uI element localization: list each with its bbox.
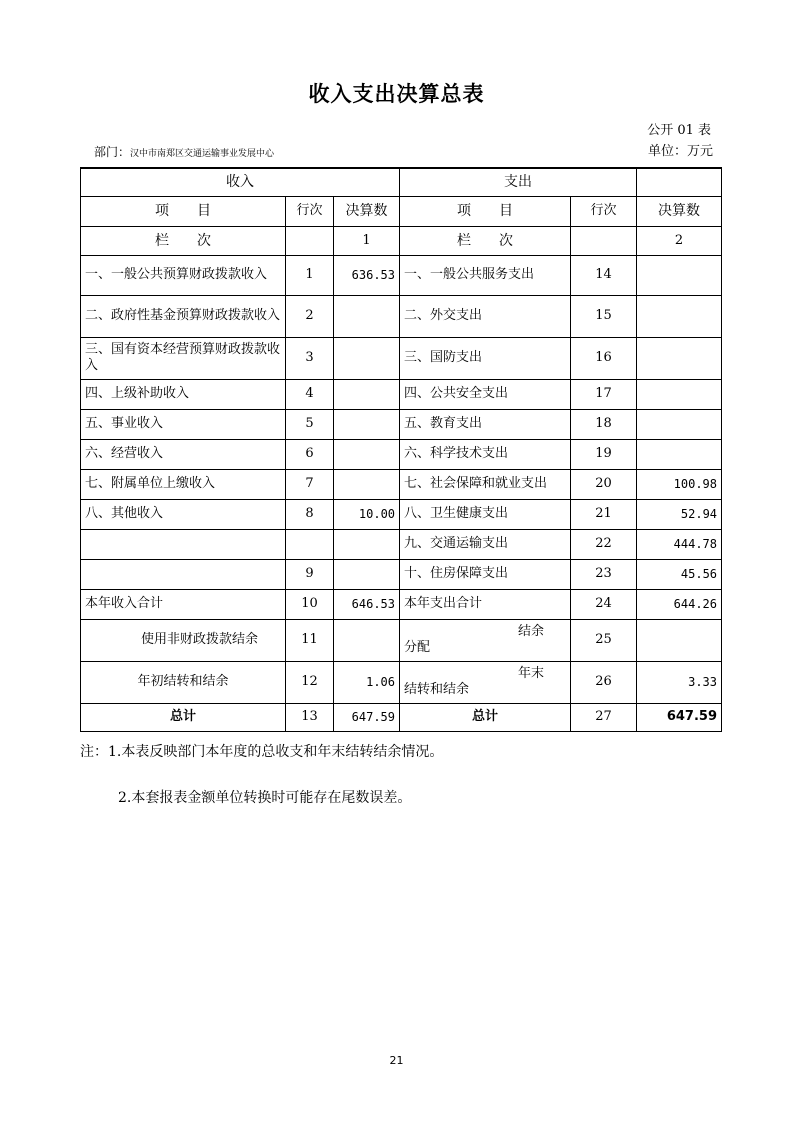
table-row: [81, 295, 722, 337]
expense-item: 八、卫生健康支出: [400, 499, 571, 529]
expense-row-no: 15: [571, 295, 637, 337]
expense-subtotal-label: 本年支出合计: [400, 589, 571, 619]
expense-col-index-label: 栏 次: [400, 226, 571, 255]
expense-amount: 52.94: [637, 499, 722, 529]
total-row: [81, 703, 722, 731]
income-amount: 10.00: [334, 499, 400, 529]
expense-amount: 45.56: [637, 559, 722, 589]
expense-item: 九、交通运输支出: [400, 529, 571, 559]
income-item: 六、经营收入: [81, 439, 286, 469]
income-row-no: 11: [286, 619, 334, 661]
expense-amount: [637, 337, 722, 379]
income-item: 使用非财政拨款结余: [81, 619, 286, 661]
table-row: [81, 499, 722, 529]
income-amount: 1.06: [334, 661, 400, 703]
empty-header-cell: [637, 168, 722, 196]
expense-item: 结余 分配: [400, 619, 571, 661]
income-row-no: 1: [286, 255, 334, 295]
expense-row-no: 19: [571, 439, 637, 469]
empty-cell: [571, 226, 637, 255]
expense-group-header: 支出: [400, 168, 637, 196]
expense-amount: [637, 409, 722, 439]
department-line: [94, 143, 274, 160]
expense-row-no: 25: [571, 619, 637, 661]
expense-item: 七、社会保障和就业支出: [400, 469, 571, 499]
income-item: 年初结转和结余: [81, 661, 286, 703]
notes: [80, 743, 443, 807]
income-row-no: 2: [286, 295, 334, 337]
income-row-no-header: 行次: [286, 196, 334, 226]
expense-amount: [637, 255, 722, 295]
page-number: 21: [389, 1054, 404, 1067]
expense-item: 二、外交支出: [400, 295, 571, 337]
table-row: [81, 409, 722, 439]
expense-row-no: 27: [571, 703, 637, 731]
expense-item: 三、国防支出: [400, 337, 571, 379]
subtotal-row: [81, 589, 722, 619]
expense-amount-header: 决算数: [637, 196, 722, 226]
expense-item: 六、科学技术支出: [400, 439, 571, 469]
expense-row-no: 20: [571, 469, 637, 499]
income-total-label: 总计: [81, 703, 286, 731]
expense-amount: 100.98: [637, 469, 722, 499]
table-row: [81, 337, 722, 379]
income-amount: [334, 469, 400, 499]
income-row-no: 8: [286, 499, 334, 529]
income-col-index: 1: [334, 226, 400, 255]
income-item: 五、事业收入: [81, 409, 286, 439]
income-item: 八、其他收入: [81, 499, 286, 529]
income-row-no: 12: [286, 661, 334, 703]
income-row-no: 3: [286, 337, 334, 379]
income-row-no: 7: [286, 469, 334, 499]
expense-item: 十、住房保障支出: [400, 559, 571, 589]
income-item: 二、政府性基金预算财政拨款收入: [81, 295, 286, 337]
income-amount: [334, 559, 400, 589]
expense-row-no: 14: [571, 255, 637, 295]
expense-row-no: 17: [571, 379, 637, 409]
table-row: [81, 379, 722, 409]
income-amount: 636.53: [334, 255, 400, 295]
income-row-no: 4: [286, 379, 334, 409]
expense-row-no: 22: [571, 529, 637, 559]
income-amount: [334, 409, 400, 439]
income-amount: [334, 337, 400, 379]
expense-item-header: 项 目: [400, 196, 571, 226]
income-row-no: 13: [286, 703, 334, 731]
expense-total-amount: 647.59: [637, 703, 722, 731]
note-2: 2.本套报表金额单位转换时可能存在尾数误差。: [118, 790, 412, 806]
expense-row-no: 21: [571, 499, 637, 529]
income-amount-header: 决算数: [334, 196, 400, 226]
note-1: 注：1.本表反映部门本年度的总收支和年末结转结余情况。: [80, 744, 444, 760]
income-group-header: 收入: [81, 168, 400, 196]
expense-amount: [637, 379, 722, 409]
expense-item: 年末 结转和结余: [400, 661, 571, 703]
expense-row-no: 24: [571, 589, 637, 619]
income-item: 一、一般公共预算财政拨款收入: [81, 255, 286, 295]
department-value: 汉中市南郑区交通运输事业发展中心: [130, 149, 275, 159]
income-item: 三、国有资本经营预算财政拨款收入: [81, 337, 286, 379]
income-amount: [334, 295, 400, 337]
expense-row-no: 26: [571, 661, 637, 703]
income-item: 七、附属单位上缴收入: [81, 469, 286, 499]
income-total-amount: 647.59: [334, 703, 400, 731]
department-label: 部门：: [94, 145, 131, 159]
income-row-no: 9: [286, 559, 334, 589]
form-number: 公开 01 表: [647, 123, 711, 138]
expense-amount: 3.33: [637, 661, 722, 703]
income-row-no: 5: [286, 409, 334, 439]
income-amount: [334, 439, 400, 469]
expense-row-no: 16: [571, 337, 637, 379]
table-row: [81, 469, 722, 499]
page-title: 收入支出决算总表: [308, 81, 485, 106]
income-item: 四、上级补助收入: [81, 379, 286, 409]
income-subtotal-label: 本年收入合计: [81, 589, 286, 619]
expense-amount: [637, 439, 722, 469]
expense-amount: [637, 619, 722, 661]
expense-col-index: 2: [637, 226, 722, 255]
expense-row-no-header: 行次: [571, 196, 637, 226]
expense-amount: [637, 295, 722, 337]
income-row-no: 10: [286, 589, 334, 619]
expense-item: 五、教育支出: [400, 409, 571, 439]
table-row: [81, 661, 722, 703]
income-amount: [334, 529, 400, 559]
table-row: [81, 559, 722, 589]
income-amount: [334, 379, 400, 409]
income-item: [81, 559, 286, 589]
empty-cell: [286, 226, 334, 255]
unit-label: 单位：万元: [647, 144, 713, 159]
income-row-no: [286, 529, 334, 559]
expense-total-label: 总计: [400, 703, 571, 731]
table-row: [81, 439, 722, 469]
table-row: [81, 255, 722, 295]
income-expense-table: [80, 167, 722, 732]
table-row: [81, 619, 722, 661]
income-item-header: 项 目: [81, 196, 286, 226]
income-subtotal-amount: 646.53: [334, 589, 400, 619]
table-row: [81, 529, 722, 559]
expense-subtotal-amount: 644.26: [637, 589, 722, 619]
expense-item: 一、一般公共服务支出: [400, 255, 571, 295]
income-row-no: 6: [286, 439, 334, 469]
expense-row-no: 18: [571, 409, 637, 439]
income-item: [81, 529, 286, 559]
expense-item: 四、公共安全支出: [400, 379, 571, 409]
expense-row-no: 23: [571, 559, 637, 589]
income-amount: [334, 619, 400, 661]
expense-amount: 444.78: [637, 529, 722, 559]
income-col-index-label: 栏 次: [81, 226, 286, 255]
